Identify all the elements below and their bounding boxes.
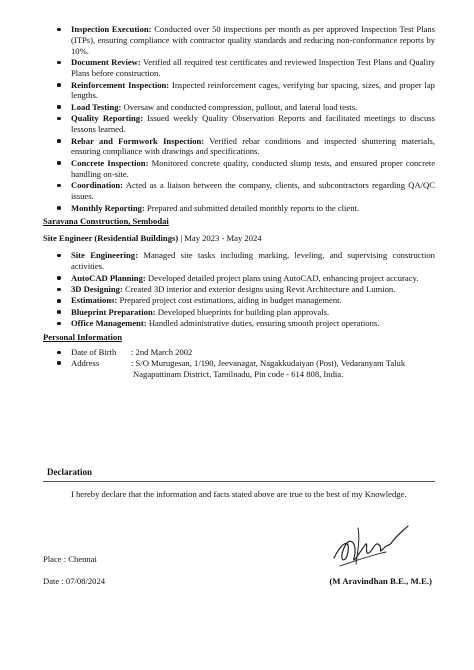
dob-row <box>43 347 435 358</box>
list-item: Blueprint Preparation: Developed blueprints for building plan approvals. <box>43 307 435 318</box>
job-title <box>43 233 435 244</box>
address-label: Address <box>71 357 100 368</box>
job-role: Site Engineer (Residential Buildings) <box>43 233 179 244</box>
previous-role-bullets <box>43 24 435 213</box>
job-bullets <box>43 250 435 329</box>
list-item: AutoCAD Planning: Developed detailed project plans using AutoCAD, enhancing project accuracy. <box>43 273 435 284</box>
declaration-title: Declaration <box>47 467 92 477</box>
list-item: Inspection Execution: Conducted over 50 inspections per month as per approved Inspection Test Plans (ITPs), ensuring compliance with contractor quality standards and reducing non-conformance reports by 10%. <box>43 24 435 57</box>
date-line: Date : 07/08/2024 <box>43 576 106 586</box>
dob-value: : 2nd March 2002 <box>131 346 193 357</box>
address-row <box>43 358 435 369</box>
list-item: Load Testing: Oversaw and conducted compression, pullout, and lateral load tests. <box>43 102 435 113</box>
signature-image <box>328 518 412 572</box>
list-item: Monthly Reporting: Prepared and submitted detailed monthly reports to the client. <box>43 203 435 214</box>
list-item: Office Management: Handled administrative duties, ensuring smooth project operations. <box>43 318 435 329</box>
list-item: Document Review: Verified all required test certificates and reviewed Inspection Test Plans and Quality Plans before construction. <box>43 57 435 79</box>
declaration-text: I hereby declare that the information and facts stated above are true to the best of my Knowledge. <box>71 489 407 499</box>
place-line: Place : Chennai <box>43 554 97 564</box>
resume-content <box>43 24 435 380</box>
list-item: Estimations: Prepared project cost estimations, aiding in budget management. <box>43 295 435 306</box>
list-item: Quality Reporting: Issued weekly Quality Observation Reports and facilitated meetings to discuss lessons learned. <box>43 113 435 135</box>
list-item: Rebar and Formwork Inspection: Verified rebar conditions and inspected shuttering materials, ensuring compliance with drawings and specifications. <box>43 136 435 158</box>
personal-info-heading: Personal Information <box>43 332 123 343</box>
address-line-2: Nagapattinam District, Tamilnadu, Pin code - 614 808, India. <box>133 368 344 379</box>
list-item: Coordination: Acted as a liaison between the company, clients, and subcontractors regarding QA/QC issues. <box>43 180 435 202</box>
list-item: 3D Designing: Created 3D interior and exterior designs using Revit Architecture and Lumion. <box>43 284 435 295</box>
job-period: | May 2023 - May 2024 <box>178 233 262 244</box>
dob-label: Date of Birth <box>71 346 117 357</box>
company-heading: Saravana Construction, Sembodai <box>43 216 169 227</box>
declaration-divider <box>43 481 435 482</box>
address-line-1: : S/O Murugesan, 1/190, Jeevanagar, Nagakkudaiyan (Post), Vedaranyam Taluk <box>131 357 406 368</box>
list-item: Reinforcement Inspection: Inspected reinforcement cages, verifying bar spacing, sizes, and proper lap lengths. <box>43 80 435 102</box>
personal-info <box>43 347 435 380</box>
signatory-name: (M Aravindhan B.E., M.E.) <box>329 576 432 586</box>
list-item: Concrete Inspection: Monitored concrete quality, conducted slump tests, and ensured proper concrete handling on-site. <box>43 158 435 180</box>
list-item: Site Engineering: Managed site tasks including marking, leveling, and supervising construction activities. <box>43 250 435 272</box>
